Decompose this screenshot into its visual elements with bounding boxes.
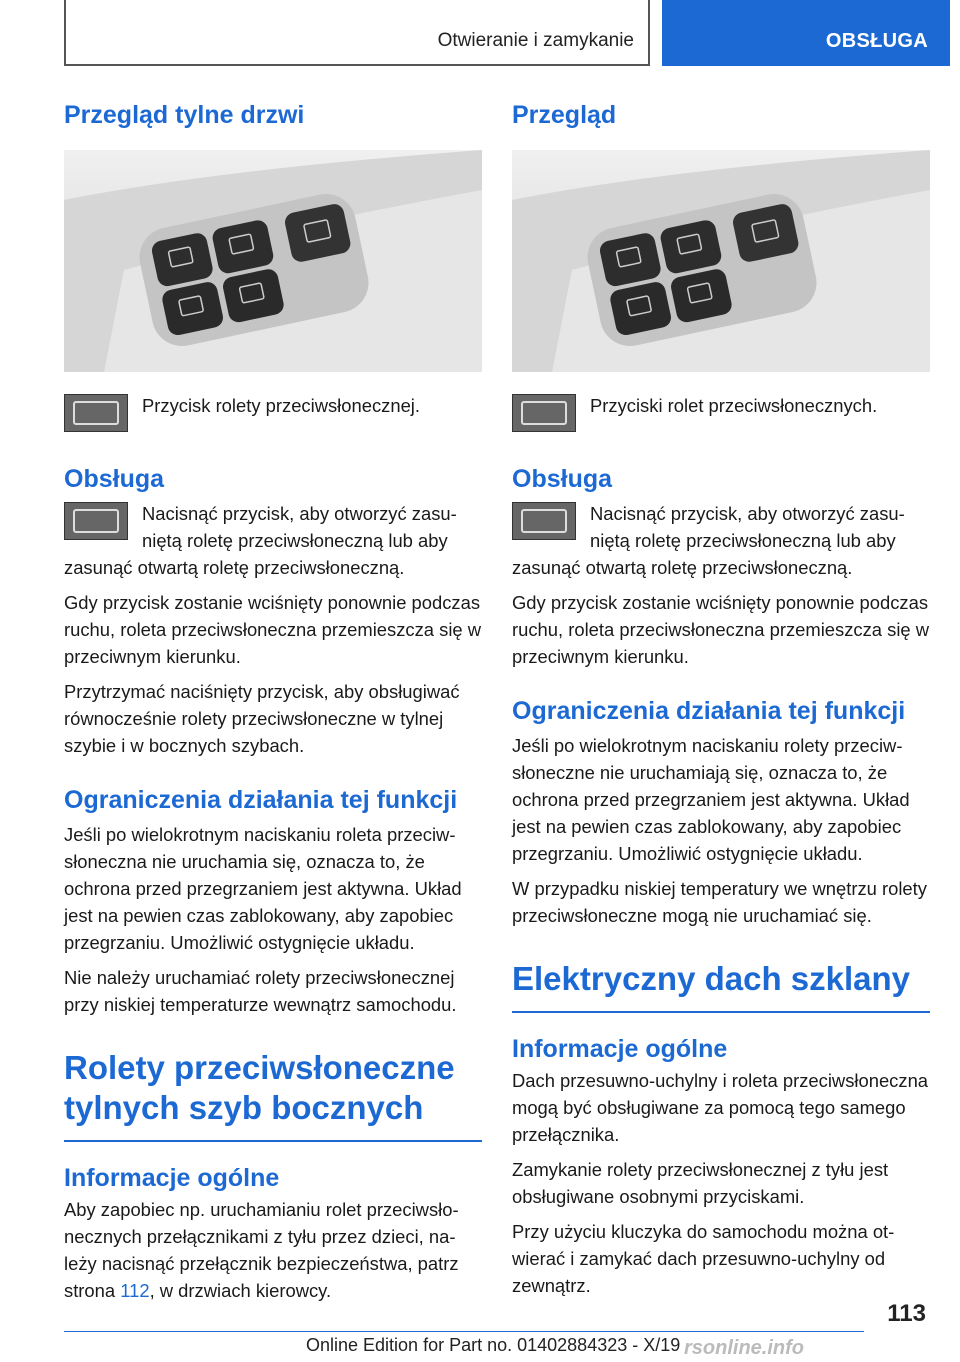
limits-text-2: Nie należy uruchamiać rolety przeciwsłonecznej przy niskiej temperaturze wewnątrz samochodu. (64, 967, 457, 1015)
heading-limits: Ograniczenia działania tej funkcji (512, 697, 906, 725)
chapter-tab[interactable] (662, 0, 950, 66)
side-sunblind-button-icon (512, 502, 576, 540)
general-text-1-start: Aby zapobiec np. uruchamianiu rolet przeciwsłonecznych przełącznikami z tyłu przez dzieci, należy nacisnąć przełącznik bezpieczeństwa, patrz strona (64, 1199, 459, 1301)
operation-text-2: Gdy przycisk zostanie wciśnięty ponownie podczas ruchu, roleta przeciwsłoneczna przemieszcza się w przeciwnym kierunku. (64, 592, 482, 667)
sunblind-button-icon (64, 394, 128, 432)
operation-text-3: Przytrzymać naciśnięty przycisk, aby obsługiwać równocześnie rolety przeciwsłoneczne w tylnej szybie i w bocznych szybach. (64, 681, 460, 756)
general-text-1 (64, 1196, 482, 1304)
rear-door-switch-photo (64, 150, 482, 372)
general-text-1-end: , w drzwiach kierowcy. (149, 1280, 332, 1301)
page-reference-link[interactable]: 112 (120, 1280, 150, 1301)
operation-text-1: Nacisnąć przycisk, aby otworzyć zasuniętą roletę przeciwsłoneczną lub aby zasunąć otwartą roletę przeciwsłoneczną. (512, 503, 905, 578)
page-header (64, 0, 950, 66)
left-column (64, 98, 482, 1304)
chapter-tab-label: OBSŁUGA (825, 30, 928, 52)
heading-operation: Obsługa (512, 465, 613, 493)
caption-row (512, 392, 930, 436)
general-text-3: Przy użyciu kluczyka do samochodu można otwierać i zamykać dach przesuwno-uchylny od zewnątrz. (512, 1221, 895, 1296)
sunblind-button-icon (64, 502, 128, 540)
switch-panel-illustration (512, 150, 930, 372)
edition-text: Online Edition for Part no. 01402884323 - X/19 (306, 1335, 681, 1355)
operation-paragraph (512, 500, 930, 581)
heading-overview: Przegląd (512, 101, 617, 129)
header-section-box (64, 0, 650, 66)
footer-divider (64, 1331, 864, 1332)
operation-text-1: Nacisnąć przycisk, aby otworzyć zasuniętą roletę przeciwsłoneczną lub aby zasunąć otwartą roletę przeciwsłoneczną. (64, 503, 457, 578)
heading-chapter-glass-roof: Elektryczny dach szklany (512, 959, 930, 1013)
general-text-1: Dach przesuwno-uchylny i roleta przeciwsłoneczna mogą być obsługiwane za pomocą tego samego przełącznika. (512, 1070, 929, 1145)
heading-limits: Ograniczenia działania tej funkcji (64, 786, 458, 814)
photo-caption: Przycisk rolety przeciwsłonecznej. (142, 395, 420, 416)
heading-general-info: Informacje ogólne (64, 1164, 280, 1192)
heading-overview-rear-door: Przegląd tylne drzwi (64, 101, 305, 129)
heading-general-info: Informacje ogólne (512, 1035, 728, 1063)
heading-operation: Obsługa (64, 465, 165, 493)
operation-text-2: Gdy przycisk zostanie wciśnięty ponownie podczas ruchu, roleta przeciwsłoneczna przemieszcza się w przeciwnym kierunku. (512, 592, 930, 667)
caption-row (64, 392, 482, 436)
operation-paragraph (64, 500, 482, 581)
section-title: Otwieranie i zamykanie (437, 30, 634, 51)
heading-chapter-side-blinds: Rolety przeciwsłoneczne tylnych szyb bocznych (64, 1048, 482, 1142)
limits-text-1: Jeśli po wielokrotnym naciskaniu rolety przeciwsłoneczne nie uruchamiają się, oznacza to, że ochrona przed przegrzaniem jest aktywna. Układ jest na pewien czas zablokowany, aby zapobiec przegrzaniu. Umożliwić ostygnięcie układu. (512, 735, 910, 864)
right-column (512, 98, 930, 1299)
limits-text-1: Jeśli po wielokrotnym naciskaniu roleta przeciwsłoneczna nie uruchamia się, oznacza to, że ochrona przed przegrzaniem jest aktywna. Układ jest na pewien czas zablokowany, aby zapobiec przegrzaniu. Umożliwić ostygnięcie układu. (64, 824, 462, 953)
watermark: rsonline.info (684, 1337, 804, 1359)
general-text-2: Zamykanie rolety przeciwsłonecznej z tyłu jest obsługiwane osobnymi przyciskami. (512, 1159, 889, 1207)
limits-text-2: W przypadku niskiej temperatury we wnętrzu rolety przeciwsłoneczne mogą nie uruchamiać się. (512, 878, 927, 926)
page-number: 113 (887, 1300, 926, 1327)
photo-caption: Przyciski rolet przeciwsłonecznych. (590, 395, 878, 416)
switch-panel-illustration (64, 150, 482, 372)
side-sunblind-button-icon (512, 394, 576, 432)
switch-photo (512, 150, 930, 372)
